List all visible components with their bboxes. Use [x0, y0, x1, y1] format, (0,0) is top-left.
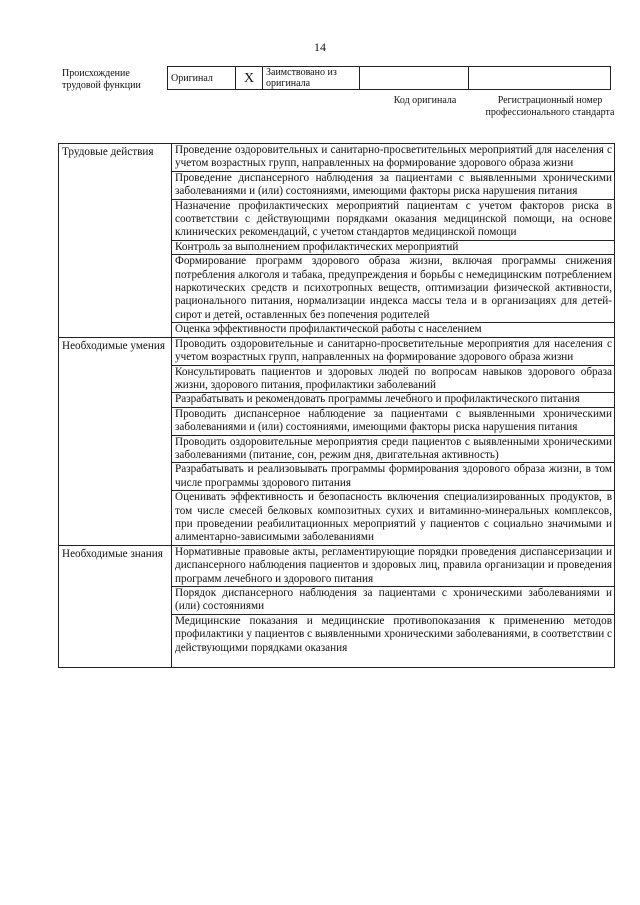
section-label-required-skills: Необходимые умения [59, 337, 172, 545]
page-number: 14 [314, 40, 326, 54]
section-label-labor-actions: Трудовые действия [59, 144, 172, 338]
table-row [59, 144, 615, 172]
table-cell-item: Назначение профилактических мероприятий пациентам с учетом факторов риска в соответствии с действующими порядками оказания медицинской помощи, на основе клинических рекомендаций, с учетом стандартов медицинской помощи [172, 199, 615, 240]
original-code-cell [360, 67, 469, 90]
labor-function-table [58, 143, 615, 668]
table-row [59, 545, 615, 586]
table-cell-item: Контроль за выполнением профилактических мероприятий [172, 240, 615, 254]
table-row [59, 337, 615, 365]
table-cell-item: Проводить диспансерное наблюдение за пациентами с выявленными хроническими заболеваниями и (или) состояниями, имеющими факторы риска нарушения питания [172, 407, 615, 435]
table-cell-item: Порядок диспансерного наблюдения за пациентами с хроническими заболеваниями и (или) состояниями [172, 587, 615, 615]
table-cell-item: Формирование программ здорового образа жизни, включая программы снижения потребления алкоголя и табака, предупреждения и борьбы с немедицинским потреблением наркотических средств и психотропных веществ, оптимизации физической активности, рационального питания, нормализации индекса массы тела и в организациях для детей-сирот и детей, оставленных без попечения родителей [172, 255, 615, 323]
table-cell-item: Разрабатывать и рекомендовать программы лечебного и профилактического питания [172, 393, 615, 407]
borrowed-cell: Заимствовано из оригинала [263, 67, 360, 90]
table-cell-item: Проводить оздоровительные мероприятия среди пациентов с выявленными хроническими заболеваниями (питание, сон, режим дня, двигательная активность) [172, 435, 615, 463]
original-cell: Оригинал [168, 67, 236, 90]
registration-number-caption: Регистрационный номер профессионального стандарта [485, 95, 615, 118]
original-x-mark: X [236, 67, 263, 90]
table-cell-item: Проводить оздоровительные и санитарно-просветительные мероприятия для населения с учетом возрастных групп, направленных на формирование здорового образа жизни [172, 337, 615, 365]
table-cell-item: Проведение диспансерного наблюдения за пациентами с выявленными хроническими заболеваниями и (или) состояниями, имеющими факторы риска нарушения питания [172, 171, 615, 199]
table-cell-item: Разрабатывать и реализовывать программы формирования здорового образа жизни, в том числе программы здорового питания [172, 463, 615, 491]
table-cell-item: Нормативные правовые акты, регламентирующие порядки проведения диспансеризации и диспансерного наблюдения пациентов и здоровых лиц, правила организации и проведения программ лечебного и здорового питания [172, 545, 615, 586]
registration-number-cell [469, 67, 611, 90]
table-cell-item: Оценка эффективности профилактической работы с населением [172, 323, 615, 337]
origin-table [167, 66, 611, 90]
table-cell-item: Медицинские показания и медицинские противопоказания к применению методов профилактики у пациентов с выявленными хроническими заболеваниями, в соответствии с действующими порядками оказания [172, 614, 615, 667]
function-origin-label: Происхождение трудовой функции [62, 68, 141, 91]
table-cell-item: Консультировать пациентов и здоровых людей по вопросам навыков здорового образа жизни, здорового питания, профилактики заболеваний [172, 365, 615, 393]
table-cell-item: Оценивать эффективность и безопасность включения специализированных продуктов, в том числе смесей белковых композитных сухих и витаминно-минеральных комплексов, при проведении реабилитационных мероприятий у пациентов с социально значимыми и алиментарно-зависимыми заболеваниями [172, 491, 615, 546]
section-label-required-knowledge: Необходимые знания [59, 545, 172, 667]
table-cell-item: Проведение оздоровительных и санитарно-просветительных мероприятий для населения с учетом возрастных групп, направленных на формирование здорового образа жизни [172, 144, 615, 172]
original-code-caption: Код оригинала [393, 95, 457, 106]
